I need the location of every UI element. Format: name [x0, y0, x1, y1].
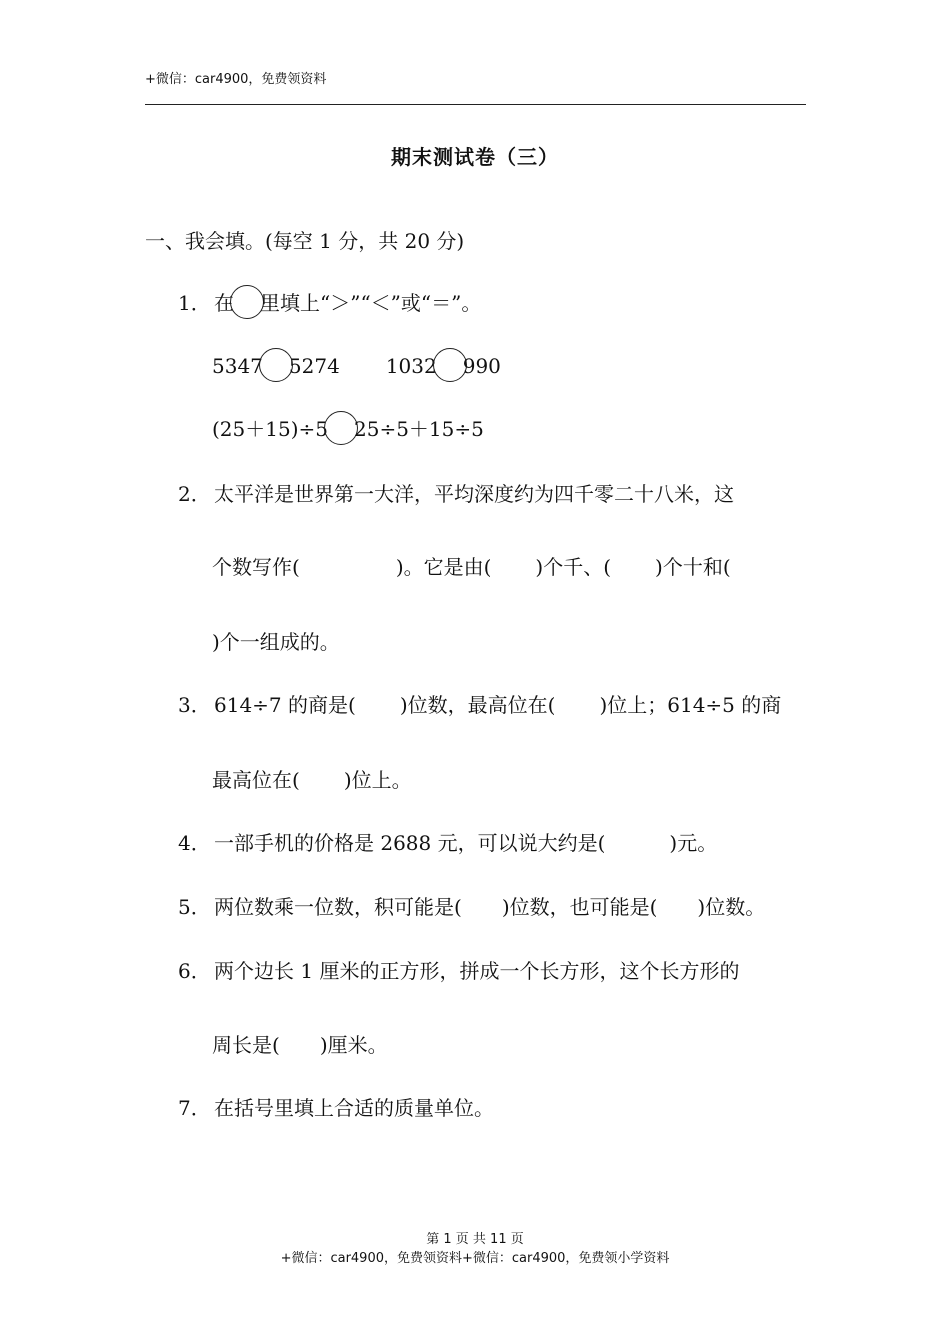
compare-row-1: 5347 5274 1032 990 — [212, 353, 501, 382]
question-2-line-1: 2． 太平洋是世界第一大洋，平均深度约为四千零二十八米，这 — [178, 482, 734, 506]
page-title: 期末测试卷（三） — [391, 145, 559, 169]
compare-answer-circle[interactable] — [324, 411, 358, 445]
page-header-text: +微信：car4900，免费领资料 — [145, 72, 327, 87]
footer-text: +微信：car4900，免费领资料+微信：car4900，免费领小学资料 — [280, 1251, 670, 1266]
compare-answer-circle[interactable] — [433, 348, 467, 382]
page-number: 第 1 页 共 11 页 — [426, 1232, 524, 1247]
question-2-line-2: 个数写作( )。它是由( )个千、( )个十和( — [212, 555, 731, 579]
question-6-line-1: 6． 两个边长 1 厘米的正方形，拼成一个长方形，这个长方形的 — [178, 959, 740, 983]
question-1-text: 1． 在 里填上“＞”“＜”或“＝”。 — [178, 290, 481, 319]
question-number: 1． — [178, 291, 211, 315]
question-3-line-1: 3． 614÷7 的商是( )位数，最高位在( )位上；614÷5 的商 — [178, 693, 782, 717]
question-7: 7． 在括号里填上合适的质量单位。 — [178, 1096, 494, 1120]
question-2-line-3: )个一组成的。 — [212, 630, 340, 654]
question-4: 4． 一部手机的价格是 2688 元，可以说大约是( )元。 — [178, 831, 718, 855]
question-3-line-2: 最高位在( )位上。 — [212, 768, 412, 792]
question-6-line-2: 周长是( )厘米。 — [212, 1033, 388, 1057]
compare-circle — [230, 285, 264, 319]
header-rule — [145, 104, 806, 105]
section-heading: 一、我会填。(每空 1 分，共 20 分) — [145, 229, 465, 253]
compare-row-2: (25＋15)÷5 25÷5＋15÷5 — [212, 416, 484, 445]
question-5: 5． 两位数乘一位数，积可能是( )位数，也可能是( )位数。 — [178, 895, 766, 919]
compare-answer-circle[interactable] — [259, 348, 293, 382]
